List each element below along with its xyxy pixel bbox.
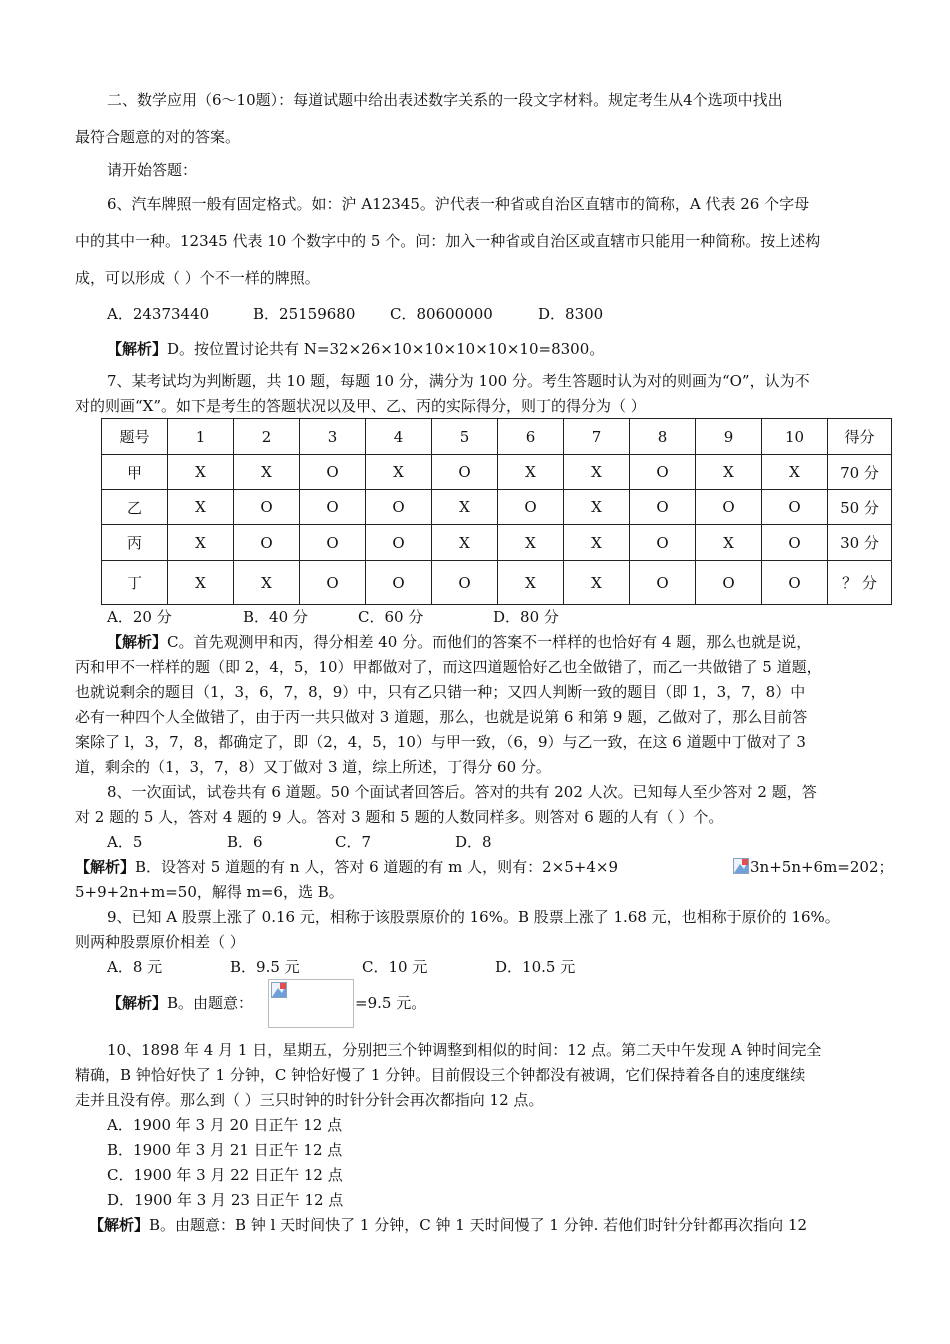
table-cell: O xyxy=(762,490,828,525)
q7-analysis-text: C。首先观测甲和丙，得分相差 40 分。而他们的答案不一样样的也恰好有 4 题，那么也就是说， xyxy=(167,633,812,651)
q7-option-c: C．60 分 xyxy=(358,608,424,626)
table-cell: O xyxy=(366,490,432,525)
table-cell: O xyxy=(762,561,828,605)
q9-analysis-text-b: =9.5 元。 xyxy=(355,994,427,1012)
q7-option-b: B．40 分 xyxy=(243,608,308,626)
table-cell: O xyxy=(630,561,696,605)
q9-option-d: D．10.5 元 xyxy=(495,958,576,976)
analysis-label: 【解析】 xyxy=(107,633,168,651)
table-cell: O xyxy=(300,561,366,605)
header-cell: 5 xyxy=(432,419,498,455)
table-cell: X xyxy=(564,455,630,490)
table-cell: O xyxy=(234,490,300,525)
q7-analysis-line4: 必有一种四个人全做错了，由于丙一共只做对 3 道题，那么，也就是说第 6 和第 9 题，乙做对了，那么目前答 xyxy=(75,708,808,726)
q10-line1: 10、1898 年 4 月 1 日，星期五，分别把三个钟调整到相似的时间：12 点。第二天中午发现 A 钟时间完全 xyxy=(107,1041,822,1059)
q6-line1: 6、汽车牌照一般有固定格式。如：沪 A12345。沪代表一种省或自治区直辖市的简称，A 代表 26 个字母 xyxy=(107,195,810,213)
table-cell: X xyxy=(762,455,828,490)
q7-option-d: D．80 分 xyxy=(493,608,559,626)
q10-option-b: B．1900 年 3 月 21 日正午 12 点 xyxy=(107,1141,343,1159)
table-cell: O xyxy=(432,455,498,490)
formula-image-placeholder xyxy=(268,979,354,1028)
q8-option-b: B．6 xyxy=(227,833,263,851)
table-cell: O xyxy=(300,525,366,561)
header-cell: 8 xyxy=(630,419,696,455)
header-cell: 1 xyxy=(168,419,234,455)
q7-analysis-line5: 案除了 l，3，7，8，都确定了，即（2，4，5，10）与甲一致，（6，9）与乙一致，在这 6 道题中丁做对了 3 xyxy=(75,733,806,751)
table-cell: X xyxy=(168,561,234,605)
q10-line3: 走并且没有停。那么到（ ）三只时钟的时针分针会再次都指向 12 点。 xyxy=(75,1091,544,1109)
q8-line1: 8、一次面试，试卷共有 6 道题。50 个面试者回答后。答对的共有 202 人次。已知每人至少答对 2 题，答 xyxy=(107,783,817,801)
header-cell: 10 xyxy=(762,419,828,455)
q8-option-c: C．7 xyxy=(335,833,372,851)
table-cell: X xyxy=(498,455,564,490)
table-cell: O xyxy=(696,490,762,525)
table-cell: O xyxy=(630,455,696,490)
q8-analysis-text-b: 3n+5n+6m=202； xyxy=(750,858,894,876)
q6-line2: 中的其中一种。12345 代表 10 个数字中的 5 个。问：加入一种省或自治区或直辖市只能用一种简称。按上述构 xyxy=(75,232,821,250)
table-cell: 乙 xyxy=(102,490,168,525)
header-cell: 9 xyxy=(696,419,762,455)
q9-option-b: B．9.5 元 xyxy=(230,958,300,976)
broken-image-icon xyxy=(733,858,749,874)
analysis-label: 【解析】 xyxy=(107,994,168,1012)
table-cell: O xyxy=(366,525,432,561)
q10-analysis-text: B。由题意：B 钟 l 天时间快了 1 分钟，C 钟 1 天时间慢了 1 分钟. 若他们时针分针都再次指向 12 xyxy=(149,1216,808,1234)
table-header-row xyxy=(102,419,892,455)
header-cell: 7 xyxy=(564,419,630,455)
q10-line2: 精确，B 钟恰好快了 1 分钟，C 钟恰好慢了 1 分钟。目前假设三个钟都没有被调，它们保持着各自的速度继续 xyxy=(75,1066,806,1084)
header-cell: 6 xyxy=(498,419,564,455)
table-row xyxy=(102,455,892,490)
header-cell: 4 xyxy=(366,419,432,455)
table-cell: O xyxy=(432,561,498,605)
table-cell: X xyxy=(432,525,498,561)
q6-option-a: A．24373440 xyxy=(107,305,210,323)
q8-line2: 对 2 题的 5 人，答对 4 题的 9 人。答对 3 题和 5 题的人数同样多。则答对 6 题的人有（ ）个。 xyxy=(75,808,724,826)
table-cell: X xyxy=(498,525,564,561)
q7-line1: 7、某考试均为判断题，共 10 题，每题 10 分，满分为 100 分。考生答题时认为对的则画为“O”，认为不 xyxy=(107,372,810,390)
table-cell: X xyxy=(432,490,498,525)
analysis-label: 【解析】 xyxy=(89,1216,150,1234)
section-intro-line2: 最符合题意的对的答案。 xyxy=(75,128,241,146)
q10-option-a: A．1900 年 3 月 20 日正午 12 点 xyxy=(107,1116,343,1134)
table-cell: 丁 xyxy=(102,561,168,605)
table-cell: O xyxy=(498,490,564,525)
q10-analysis-line1 xyxy=(89,1214,807,1236)
q6-option-c: C．80600000 xyxy=(390,305,493,323)
table-cell: O xyxy=(630,525,696,561)
q9-analysis-text-a: B。由题意： xyxy=(167,994,254,1012)
table-cell: X xyxy=(564,561,630,605)
q7-analysis-line2: 丙和甲不一样样的题（即 2，4，5，10）甲都做对了，而这四道题恰好乙也全做错了，而乙一共做错了 5 道题， xyxy=(75,658,822,676)
table-cell: X xyxy=(168,525,234,561)
table-cell: O xyxy=(762,525,828,561)
table-cell: 甲 xyxy=(102,455,168,490)
table-cell: O xyxy=(366,561,432,605)
table-cell: ？ 分 xyxy=(828,561,892,605)
table-row xyxy=(102,525,892,561)
q8-option-d: D．8 xyxy=(455,833,492,851)
table-cell: O xyxy=(696,561,762,605)
q7-option-a: A．20 分 xyxy=(107,608,172,626)
q8-analysis-line1 xyxy=(75,856,618,878)
q7-analysis-line6: 道，剩余的（1，3，7，8）又丁做对 3 道，综上所述，丁得分 60 分。 xyxy=(75,758,551,776)
table-row xyxy=(102,561,892,605)
q6-option-b: B．25159680 xyxy=(253,305,356,323)
table-cell: X xyxy=(234,455,300,490)
q6-line3: 成，可以形成（ ）个不一样的牌照。 xyxy=(75,269,320,287)
table-cell: 30 分 xyxy=(828,525,892,561)
header-cell: 3 xyxy=(300,419,366,455)
analysis-label: 【解析】 xyxy=(75,858,136,876)
table-row xyxy=(102,490,892,525)
q10-option-c: C．1900 年 3 月 22 日正午 12 点 xyxy=(107,1166,343,1184)
q9-option-a: A．8 元 xyxy=(107,958,163,976)
q9-analysis-line1 xyxy=(107,992,253,1014)
header-cell: 题号 xyxy=(102,419,168,455)
q8-analysis-text-a: B．设答对 5 道题的有 n 人，答对 6 道题的有 m 人，则有：2×5+4×9 xyxy=(135,858,619,876)
table-cell: X xyxy=(564,525,630,561)
table-cell: O xyxy=(300,490,366,525)
q9-option-c: C．10 元 xyxy=(362,958,428,976)
header-cell: 2 xyxy=(234,419,300,455)
analysis-label: 【解析】 xyxy=(107,340,168,358)
q7-analysis-line1 xyxy=(107,631,811,653)
table-cell: X xyxy=(366,455,432,490)
q8-analysis-line2: 5+9+2n+m=50，解得 m=6，选 B。 xyxy=(75,883,344,901)
q8-option-a: A．5 xyxy=(107,833,143,851)
table-cell: 丙 xyxy=(102,525,168,561)
q7-analysis-line3: 也就说剩余的题目（1，3，6，7，8，9）中，只有乙只错一种；又四人判断一致的题目（即 1，3，7，8）中 xyxy=(75,683,806,701)
table-cell: X xyxy=(168,490,234,525)
q9-line2: 则两种股票原价相差（ ） xyxy=(75,933,245,951)
table-cell: 70 分 xyxy=(828,455,892,490)
answer-score-table xyxy=(101,418,892,605)
start-prompt: 请开始答题： xyxy=(107,161,198,179)
table-cell: O xyxy=(630,490,696,525)
table-cell: X xyxy=(564,490,630,525)
table-cell: X xyxy=(168,455,234,490)
table-cell: X xyxy=(234,561,300,605)
table-cell: O xyxy=(234,525,300,561)
q6-analysis-text: D。按位置讨论共有 N=32×26×10×10×10×10×10=8300。 xyxy=(167,340,605,358)
table-cell: O xyxy=(300,455,366,490)
section-intro-line1: 二、数学应用（6～10题）：每道试题中给出表述数字关系的一段文字材料。规定考生从4个选项中找出 xyxy=(107,91,783,109)
q7-line2: 对的则画“X”。如下是考生的答题状况以及甲、乙、丙的实际得分，则丁的得分为（ ） xyxy=(75,397,646,415)
table-cell: X xyxy=(498,561,564,605)
table-cell: X xyxy=(696,525,762,561)
table-cell: X xyxy=(696,455,762,490)
q9-line1: 9、已知 A 股票上涨了 0.16 元，相称于该股票原价的 16%。B 股票上涨了 1.68 元，也相称于原价的 16%。 xyxy=(107,908,840,926)
q10-option-d: D．1900 年 3 月 23 日正午 12 点 xyxy=(107,1191,344,1209)
q6-option-d: D．8300 xyxy=(538,305,604,323)
header-cell: 得分 xyxy=(828,419,892,455)
table-cell: 50 分 xyxy=(828,490,892,525)
broken-image-icon xyxy=(271,982,287,998)
q6-analysis xyxy=(107,338,604,360)
